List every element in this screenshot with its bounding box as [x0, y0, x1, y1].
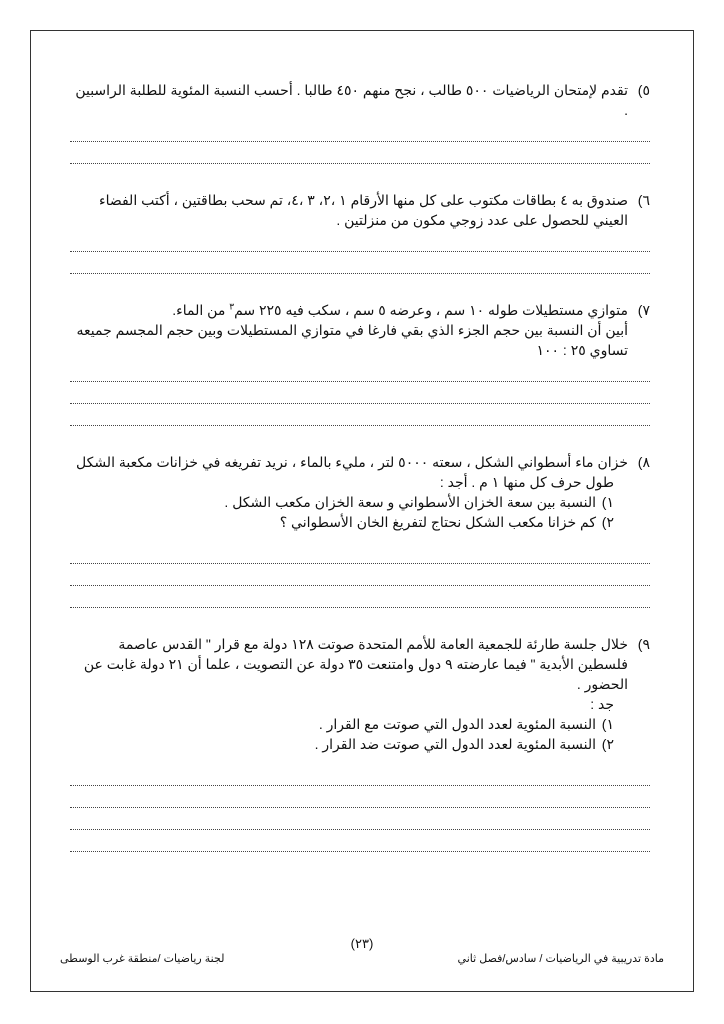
answer-line[interactable]: [70, 562, 650, 564]
question-number: ٨): [637, 454, 650, 470]
answer-line[interactable]: [70, 250, 650, 252]
question-number: ٥): [637, 82, 650, 98]
question-text: صندوق به ٤ بطاقات مكتوب على كل منها الأرقام ١ ،٢، ٣ ،٤، تم سحب بطاقتين ، أكتب الفضاء العيني للحصول على عدد زوجي مكون من منزلتين .: [98, 192, 628, 228]
question-9: [70, 634, 650, 754]
question-part: [70, 512, 614, 532]
question-text-part: من الماء.: [172, 302, 230, 318]
answer-line[interactable]: [70, 402, 650, 404]
question-number: ٦): [637, 192, 650, 208]
question-text: تقدم لإمتحان الرياضيات ٥٠٠ طالب ، نجح منهم ٤٥٠ طالبا . أحسب النسبة المئوية للطلبة الراسبين .: [75, 82, 628, 118]
question-text-part: متوازي مستطيلات طوله ١٠ سم ، وعرضه ٥ سم ، سكب فيه ٢٢٥ سم: [234, 302, 628, 318]
part-number: ١): [601, 716, 614, 732]
question-part: [70, 492, 614, 512]
question-5: [70, 80, 650, 120]
answer-line[interactable]: [70, 140, 650, 142]
answer-line[interactable]: [70, 380, 650, 382]
worksheet-body: [70, 80, 650, 852]
question-text: [70, 300, 628, 320]
question-6: [70, 190, 650, 230]
cube-superscript: ٣: [229, 301, 235, 312]
question-parts: [70, 472, 628, 532]
footer-committee: لجنة رياضيات /منطقة غرب الوسطى: [60, 953, 225, 965]
question-part: [70, 714, 614, 734]
question-parts: [70, 694, 628, 754]
question-part: [70, 734, 614, 754]
part-text: كم خزانا مكعب الشكل نحتاج لتفريغ الخان الأسطواني ؟: [279, 514, 596, 530]
part-text: النسبة بين سعة الخزان الأسطواني و سعة الخزان مكعب الشكل .: [224, 494, 596, 510]
part-text: النسبة المئوية لعدد الدول التي صوتت مع القرار .: [318, 716, 596, 732]
part-number: ٢): [601, 514, 614, 530]
question-7: [70, 300, 650, 360]
answer-line[interactable]: [70, 584, 650, 586]
question-text: خلال جلسة طارئة للجمعية العامة للأمم المتحدة صوتت ١٢٨ دولة مع قرار " القدس عاصمة فلسطين الأبدية " فيما عارضته ٩ دول وامتنعت ٣٥ دولة عن التصويت ، علما أن ٢١ دولة غابت عن الحضور .: [83, 636, 628, 692]
question-subtext: أبين أن النسبة بين حجم الجزء الذي بقي فارغا في متوازي المستطيلات وبين حجم المجسم جميعه تساوي ٢٥ : ١٠٠: [76, 322, 628, 358]
question-text: خزان ماء أسطواني الشكل ، سعته ٥٠٠٠ لتر ، مليء بالماء ، نريد تفريغه في خزانات مكعبة الشكل: [75, 454, 628, 470]
question-number: ٩): [637, 636, 650, 652]
part-text: النسبة المئوية لعدد الدول التي صوتت ضد القرار .: [314, 736, 596, 752]
footer-course-title: مادة تدريبية في الرياضيات / سادس/فصل ثاني: [457, 953, 664, 965]
answer-line[interactable]: [70, 806, 650, 808]
question-number: ٧): [637, 302, 650, 318]
question-intro: جد :: [590, 696, 614, 712]
answer-line[interactable]: [70, 850, 650, 852]
answer-line[interactable]: [70, 828, 650, 830]
question-intro: طول حرف كل منها ١ م . أجد :: [439, 474, 614, 490]
answer-line[interactable]: [70, 784, 650, 786]
part-number: ١): [601, 494, 614, 510]
question-8: [70, 452, 650, 532]
part-number: ٢): [601, 736, 614, 752]
page-number: (٢٣): [350, 936, 374, 951]
